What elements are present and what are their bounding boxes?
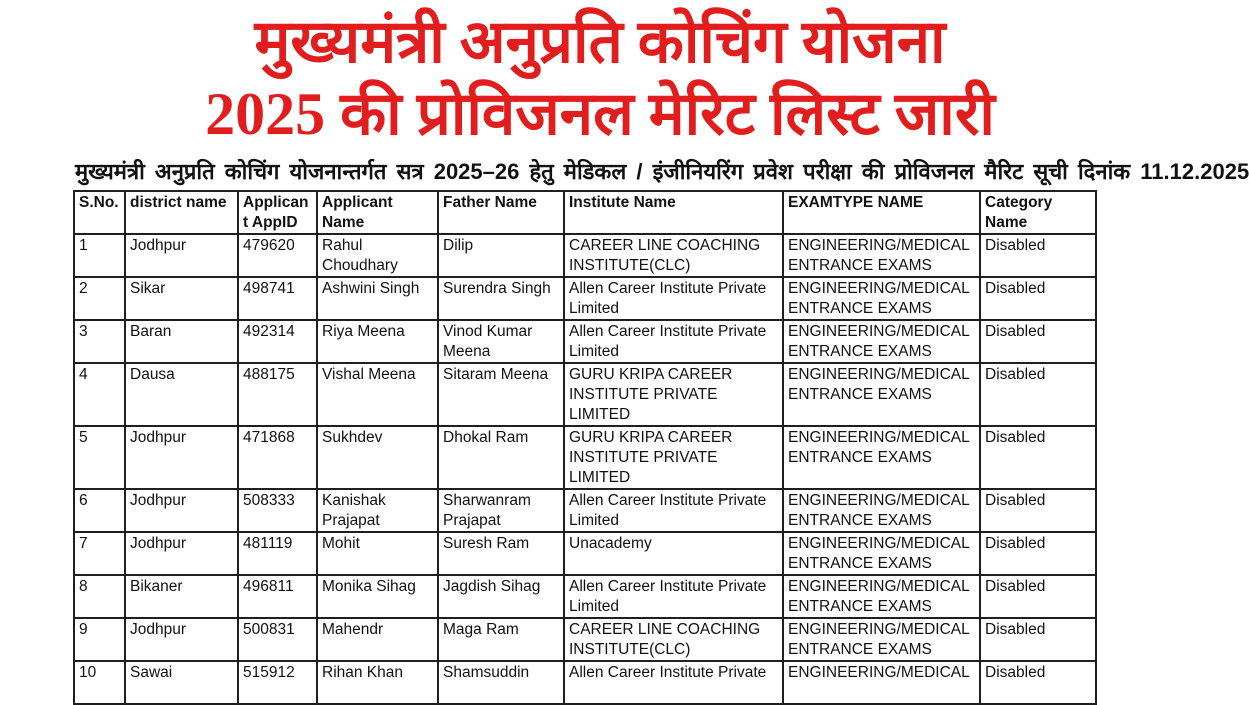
table-cell-category-name: Disabled [980,618,1096,661]
table-cell-institute-name: Unacademy [564,532,783,575]
column-header-applicant-name: Applicant Name [317,191,438,234]
table-cell-district-name: Jodhpur [125,489,238,532]
table-cell-examtype-name: ENGINEERING/MEDICAL ENTRANCE EXAMS [783,532,980,575]
table-cell-father-name: Vinod Kumar Meena [438,320,564,363]
table-cell-examtype-name: ENGINEERING/MEDICAL ENTRANCE EXAMS [783,277,980,320]
table-cell-district-name: Baran [125,320,238,363]
table-cell-applicant-name: Mohit [317,532,438,575]
table-cell-category-name: Disabled [980,234,1096,277]
table-row [74,489,1096,532]
column-header-institute-name: Institute Name [564,191,783,234]
table-cell-sno: 5 [74,426,125,489]
table-cell-father-name: Sharwanram Prajapat [438,489,564,532]
column-header-category-name: Category Name [980,191,1096,234]
table-cell-district-name: Bikaner [125,575,238,618]
table-cell-applicant-appid: 492314 [238,320,317,363]
table-cell-district-name: Jodhpur [125,234,238,277]
table-cell-applicant-appid: 471868 [238,426,317,489]
table-cell-applicant-name: Kanishak Prajapat [317,489,438,532]
merit-list-table [73,190,1097,705]
table-row [74,320,1096,363]
table-cell-sno: 6 [74,489,125,532]
table-cell-district-name: Sikar [125,277,238,320]
table-header-row [74,191,1096,234]
table-row [74,532,1096,575]
table-cell-institute-name: Allen Career Institute Private Limited [564,277,783,320]
table-cell-category-name: Disabled [980,532,1096,575]
table-cell-applicant-appid: 508333 [238,489,317,532]
table-cell-father-name: Sitaram Meena [438,363,564,426]
table-row [74,575,1096,618]
table-cell-applicant-appid: 488175 [238,363,317,426]
table-cell-sno: 10 [74,661,125,704]
table-cell-applicant-name: Rihan Khan [317,661,438,704]
table-cell-district-name: Dausa [125,363,238,426]
table-cell-category-name: Disabled [980,363,1096,426]
table-row [74,277,1096,320]
column-header-applicant-appid: Applicant AppID [238,191,317,234]
table-cell-institute-name: CAREER LINE COACHING INSTITUTE(CLC) [564,234,783,277]
table-cell-examtype-name: ENGINEERING/MEDICAL [783,661,980,704]
table-cell-sno: 8 [74,575,125,618]
table-cell-institute-name: GURU KRIPA CAREER INSTITUTE PRIVATE LIMITED [564,363,783,426]
table-cell-applicant-appid: 479620 [238,234,317,277]
table-cell-applicant-appid: 496811 [238,575,317,618]
table-cell-category-name: Disabled [980,320,1096,363]
table-cell-category-name: Disabled [980,575,1096,618]
table-cell-father-name: Dilip [438,234,564,277]
table-cell-applicant-name: Sukhdev [317,426,438,489]
table-cell-applicant-appid: 498741 [238,277,317,320]
table-cell-institute-name: Allen Career Institute Private Limited [564,320,783,363]
table-cell-examtype-name: ENGINEERING/MEDICAL ENTRANCE EXAMS [783,234,980,277]
table-cell-examtype-name: ENGINEERING/MEDICAL ENTRANCE EXAMS [783,363,980,426]
table-row [74,661,1096,704]
table-cell-institute-name: Allen Career Institute Private Limited [564,575,783,618]
table-cell-applicant-appid: 500831 [238,618,317,661]
page-title-line1: मुख्यमंत्री अनुप्रति कोचिंग योजना [254,9,946,75]
table-cell-institute-name: CAREER LINE COACHING INSTITUTE(CLC) [564,618,783,661]
table-cell-applicant-name: Riya Meena [317,320,438,363]
table-cell-sno: 7 [74,532,125,575]
table-cell-institute-name: GURU KRIPA CAREER INSTITUTE PRIVATE LIMITED [564,426,783,489]
table-cell-father-name: Surendra Singh [438,277,564,320]
table-cell-examtype-name: ENGINEERING/MEDICAL ENTRANCE EXAMS [783,320,980,363]
table-cell-category-name: Disabled [980,426,1096,489]
table-cell-sno: 1 [74,234,125,277]
column-header-sno: S.No. [74,191,125,234]
table-cell-father-name: Maga Ram [438,618,564,661]
table-cell-district-name: Jodhpur [125,532,238,575]
table-cell-sno: 3 [74,320,125,363]
page-title-line2: 2025 की प्रोविजनल मेरिट लिस्ट जारी [205,81,995,147]
table-cell-examtype-name: ENGINEERING/MEDICAL ENTRANCE EXAMS [783,489,980,532]
table-cell-father-name: Dhokal Ram [438,426,564,489]
table-cell-applicant-appid: 515912 [238,661,317,704]
table-cell-applicant-name: Mahendr [317,618,438,661]
table-cell-examtype-name: ENGINEERING/MEDICAL ENTRANCE EXAMS [783,426,980,489]
table-cell-district-name: Jodhpur [125,426,238,489]
table-row [74,363,1096,426]
table-cell-category-name: Disabled [980,277,1096,320]
column-header-examtype-name: EXAMTYPE NAME [783,191,980,234]
table-row [74,426,1096,489]
table-cell-sno: 9 [74,618,125,661]
table-cell-father-name: Shamsuddin [438,661,564,704]
table-cell-district-name: Sawai [125,661,238,704]
table-cell-examtype-name: ENGINEERING/MEDICAL ENTRANCE EXAMS [783,575,980,618]
table-row [74,618,1096,661]
table-cell-institute-name: Allen Career Institute Private [564,661,783,704]
table-row [74,234,1096,277]
page-title [0,0,1200,150]
column-header-father-name: Father Name [438,191,564,234]
subtitle: मुख्यमंत्री अनुप्रति कोचिंग योजनान्तर्गत सत्र 2025–26 हेतु मेडिकल / इंजीनियरिंग प्रवेश परीक्षा की प्रोविजनल मैरिट सूची दिनांक 11.12.2025 [75,159,1249,184]
column-header-district-name: district name [125,191,238,234]
table-cell-institute-name: Allen Career Institute Private Limited [564,489,783,532]
table-cell-sno: 2 [74,277,125,320]
table-cell-applicant-appid: 481119 [238,532,317,575]
table-cell-applicant-name: Rahul Choudhary [317,234,438,277]
table-cell-category-name: Disabled [980,661,1096,704]
table-cell-sno: 4 [74,363,125,426]
table-cell-applicant-name: Monika Sihag [317,575,438,618]
table-cell-applicant-name: Ashwini Singh [317,277,438,320]
table-cell-applicant-name: Vishal Meena [317,363,438,426]
table-cell-father-name: Jagdish Sihag [438,575,564,618]
table-cell-father-name: Suresh Ram [438,532,564,575]
table-cell-category-name: Disabled [980,489,1096,532]
table-cell-district-name: Jodhpur [125,618,238,661]
table-cell-examtype-name: ENGINEERING/MEDICAL ENTRANCE EXAMS [783,618,980,661]
